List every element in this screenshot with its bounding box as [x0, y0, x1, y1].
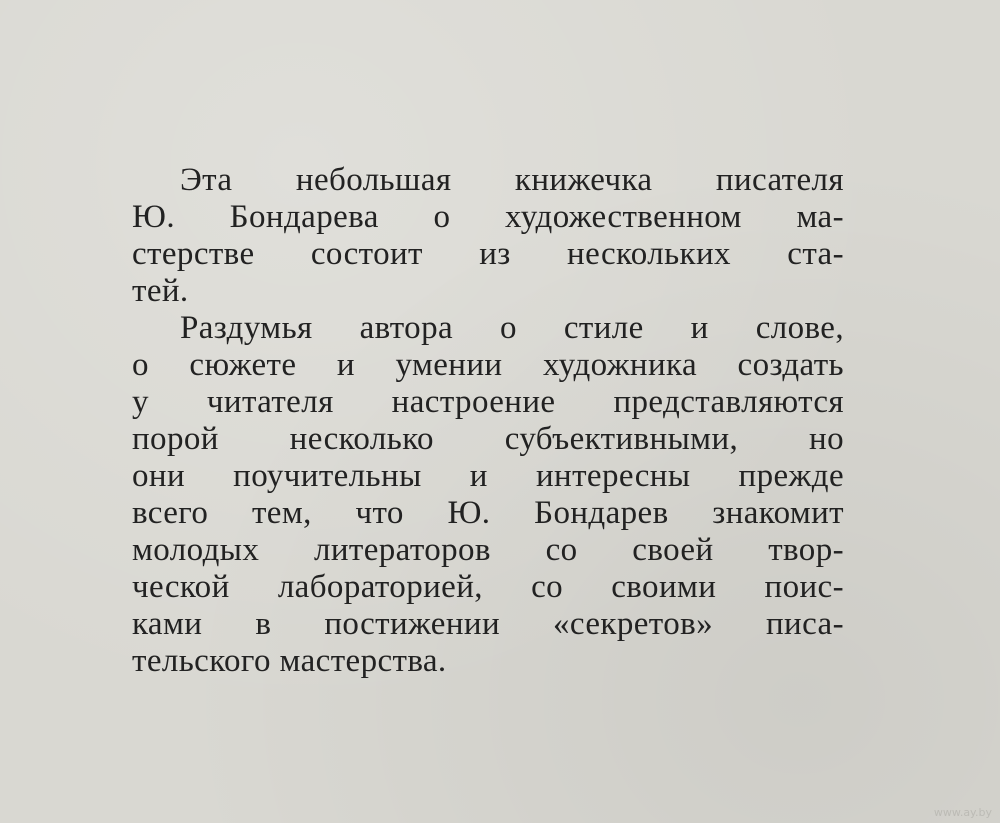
text-line: стерстве состоит из нескольких ста- — [132, 236, 844, 272]
text-line: Эта небольшая книжечка писателя — [180, 162, 844, 198]
paragraph-1 — [132, 162, 844, 310]
text-line: тей. — [132, 273, 189, 309]
text-line: о сюжете и умении художника создать — [132, 347, 844, 383]
text-line: всего тем, что Ю. Бондарев знакомит — [132, 495, 844, 531]
text-line: они поучительны и интересны прежде — [132, 458, 844, 494]
text-line: у читателя настроение представляются — [132, 384, 844, 420]
text-line: ками в постижении «секретов» писа- — [132, 606, 844, 642]
watermark: www.ay.by — [933, 806, 992, 819]
text-line: тельского мастерства. — [132, 643, 447, 679]
text-line: молодых литераторов со своей твор- — [132, 532, 844, 568]
text-line: порой несколько субъективными, но — [132, 421, 844, 457]
text-line: ческой лабораторией, со своими поис- — [132, 569, 844, 605]
annotation-text — [132, 162, 844, 680]
paragraph-2 — [132, 310, 844, 680]
text-line: Раздумья автора о стиле и слове, — [180, 310, 844, 346]
text-line: Ю. Бондарева о художественном ма- — [132, 199, 844, 235]
